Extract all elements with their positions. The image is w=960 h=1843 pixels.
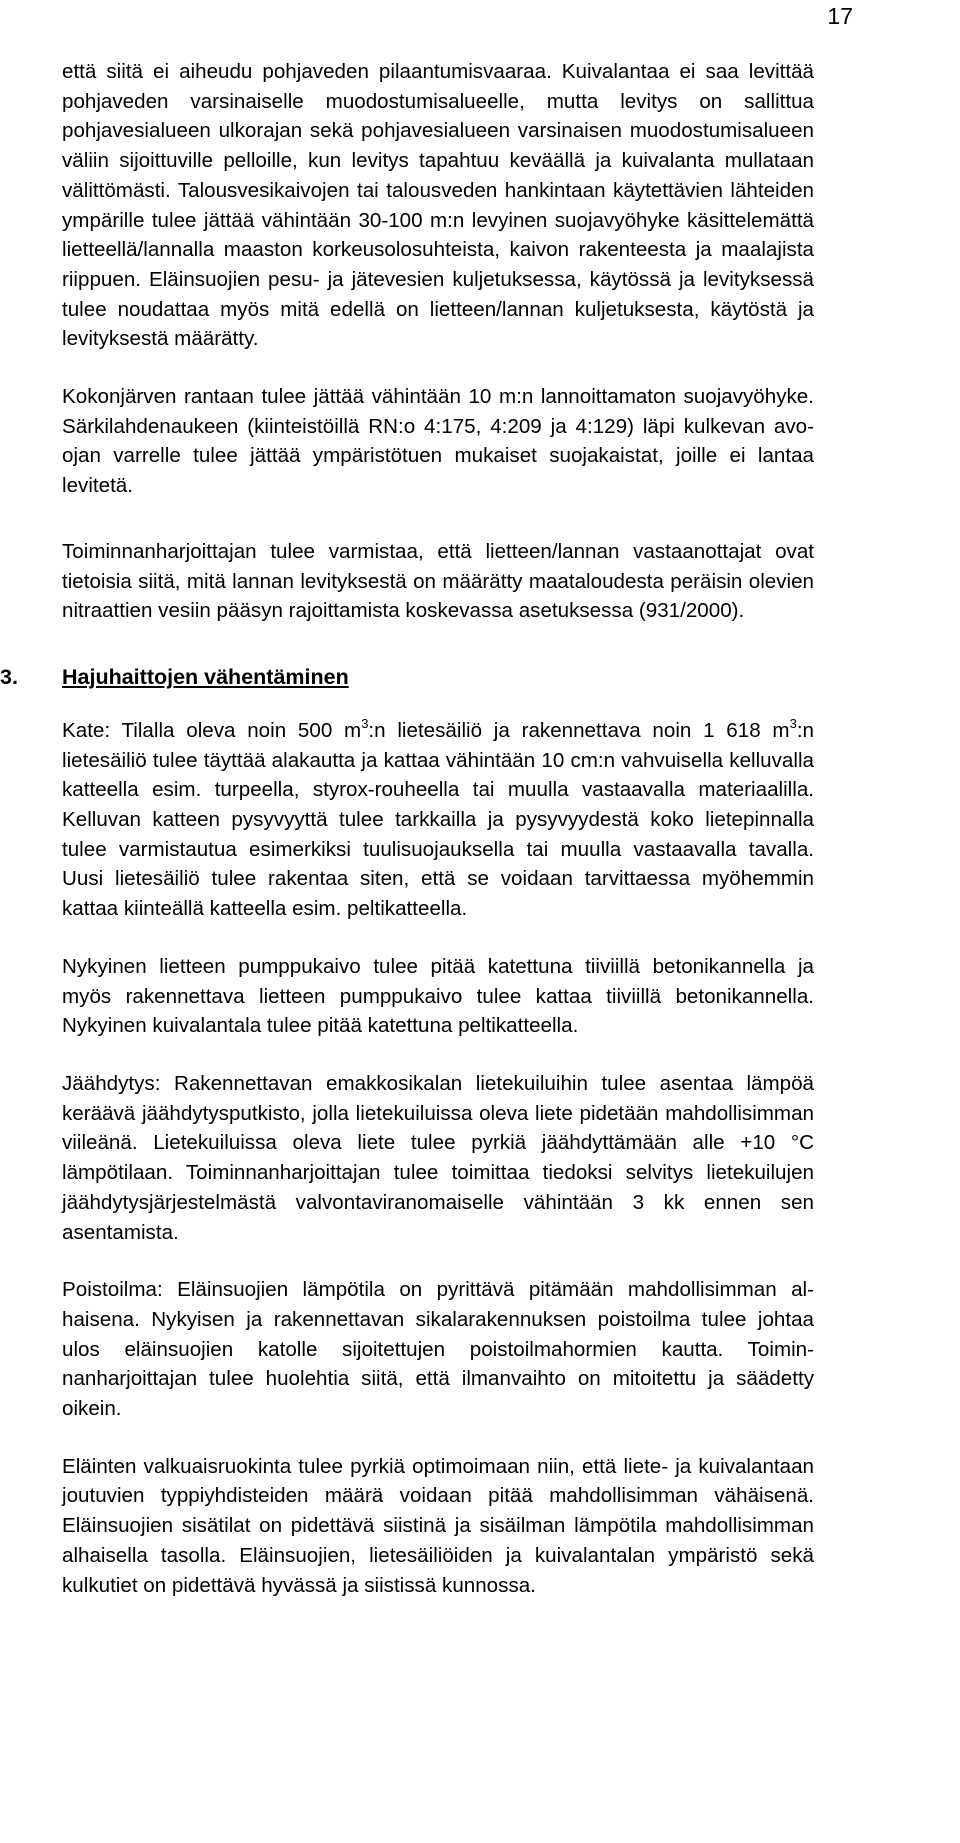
paragraph-recipients: Toiminnanharjoittajan tulee varmistaa, että lietteen/lannan vastaanottajat ovat tietoisia siitä, mitä lannan levityksestä on määrätty maataloudesta peräisin olevien nitraattien vesiin pääsyn rajoittamista koskevassa asetuksessa (931/2000). <box>62 539 814 623</box>
section-heading <box>0 662 814 692</box>
superscript-cubic: 3 <box>361 716 369 732</box>
superscript-cubic: 3 <box>789 716 797 732</box>
paragraph-cover <box>62 716 814 924</box>
page-number: 17 <box>827 3 853 29</box>
page-content <box>0 57 814 1600</box>
cover-text-c: :n lietesäiliö tulee täyttää alakautta ja kattaa vähintään 10 cm:n vahvuisella kelluvalla katteella esim. turpeella, styrox-rouheella tai muulla vastaavalla materiaalilla. Kelluvan katteen pysyvyyttä tulee tarkkailla ja pysyvyydestä koko lietepinnalla tulee varmistautua esimerkiksi tuulisuojauksella tai muulla vastaavalla tavalla. Uusi lietesäiliö tulee rakentaa siten, että se voidaan tarvittaessa myöhemmin kattaa kiinteällä katteella esim. peltikatteella. <box>62 718 814 921</box>
paragraph-buffer-zone: Kokonjärven rantaan tulee jättää vähintään 10 m:n lannoittamaton suojavyöhyke. Särkilahdenaukeen (kiinteistöillä RN:o 4:175, 4:209 ja 4:129) läpi kulkevan avo-ojan varrelle tulee jättää ympäristötuen mukaiset suojakaistat, joille ei lantaa levitetä. <box>62 385 814 498</box>
section-title: Hajuhaittojen vähentäminen <box>62 664 349 689</box>
paragraph-exhaust-air: Poistoilma: Eläinsuojien lämpötila on pyrittävä pitämään mahdollisimman alhaisena. Nykyisen ja rakennettavan sikalarakennuksen poistoilma tulee johtaa ulos eläinsuojien katolle sijoitettujen poistoilmahormien kautta. Toiminnanharjoittajan tulee huolehtia siitä, että ilmanvaihto on mitoitettu ja säädetty oikein. <box>62 1278 814 1421</box>
paragraph-cooling: Jäähdytys: Rakennettavan emakkosikalan lietekuiluihin tulee asentaa lämpöä keräävä jäähdytysputkisto, jolla lietekuiluissa oleva liete pidetään mahdollisimman viileänä. Lietekuiluissa oleva liete tulee pyrkiä jäähdyttämään alle +10 °C lämpötilaan. Toiminnanharjoittajan tulee toimittaa tiedoksi selvitys lietekuilujen jäähdytysjärjestelmästä valvontaviranomaiselle vähintään 3 kk ennen sen asentamista. <box>62 1071 814 1244</box>
paragraph-pump-well: Nykyinen lietteen pumppukaivo tulee pitää katettuna tiiviillä betonikannella ja myös rakennettava lietteen pumppukaivo tulee kattaa tiiviillä betonikannella. Nykyinen kuivalantala tulee pitää katettuna peltikatteella. <box>62 954 814 1038</box>
cover-text-a: Kate: Tilalla oleva noin 500 m <box>62 718 362 742</box>
paragraph-feeding: Eläinten valkuaisruokinta tulee pyrkiä optimoimaan niin, että liete- ja kuivalantaan joutuvien typpiyhdisteiden määrä voidaan pitää mahdollisimman vähäisenä. Eläinsuojien sisätilat on pidettävä siistinä ja sisäilman lämpötila mahdollisimman alhaisella tasolla. Eläinsuojien, lietesäiliöiden ja kuivalantalan ympäristö sekä kulkutiet on pidettävä hyvässä ja siistissä kunnossa. <box>62 1454 814 1597</box>
section-number: 3. <box>0 664 18 689</box>
paragraph-groundwater: että siitä ei aiheudu pohjaveden pilaantumisvaaraa. Kuivalantaa ei saa levittää pohjaveden varsinaiselle muodostumisalueelle, mutta levitys on sallittua pohjavesialueen ulkorajan sekä pohjavesialueen varsinaisen muodostumisalueen väliin sijoittuville pelloille, kun levitys tapahtuu keväällä ja kuivalanta mullataan välittömästi. Talousvesikaivojen tai talousveden hankintaan käytettävien lähteiden ympärille tulee jättää vähintään 30-100 m:n levyinen suojavyöhyke käsittelemättä lietteellä/lannalla maaston korkeusolosuhteista, kaivon rakenteesta ja maalajista riippuen. Eläinsuojien pesu- ja jätevesien kuljetuksessa, käytössä ja levityksessä tulee noudattaa myös mitä edellä on lietteen/lannan kuljetuksesta, käytöstä ja levityksestä määrätty. <box>62 60 814 351</box>
cover-text-b: :n lietesäiliö ja rakennettava noin 1 618 m <box>368 718 790 742</box>
